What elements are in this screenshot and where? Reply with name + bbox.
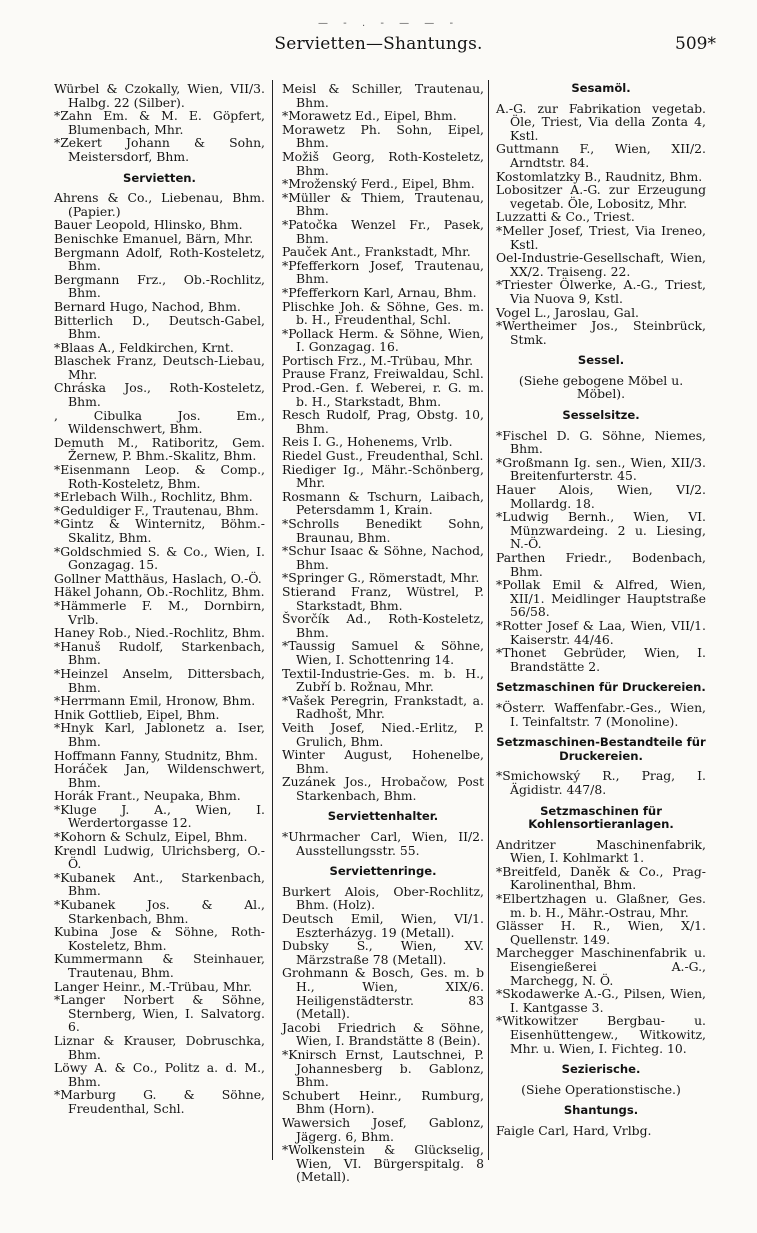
column-middle [282, 82, 484, 1184]
directory-entry: *Uhrmacher Carl, Wien, II/2. Ausstellungsstr. 55. [282, 829, 484, 858]
column-left [54, 82, 265, 1116]
directory-entry: *Kubanek Jos. & Al., Starkenbach, Bhm. [54, 897, 265, 926]
directory-entry: Riedel Gust., Freudenthal, Schl. [282, 448, 484, 464]
directory-entry: *Ludwig Bernh., Wien, VI. Münzwardeing. 2 u. Liesing, N.-Ö. [496, 509, 706, 552]
directory-entry: Kummermann & Steinhauer, Trautenau, Bhm. [54, 951, 265, 980]
directory-entry: Jacobi Friedrich & Söhne, Wien, I. Brandstätte 8 (Bein). [282, 1019, 484, 1049]
section-heading: Sesamöl. [571, 81, 631, 95]
directory-entry: Kubina Jose & Söhne, Roth-Kosteletz, Bhm. [54, 924, 265, 953]
directory-entry: *Schur Isaac & Söhne, Nachod, Bhm. [282, 543, 484, 572]
directory-entry: Krendl Ludwig, Ulrichsberg, O.-Ö. [54, 842, 265, 872]
directory-entry: Horáček Jan, Wildenschwert, Bhm. [54, 761, 265, 790]
section-heading: Sezierische. [561, 1062, 641, 1077]
cross-reference-note: (Siehe Operationstische.) [521, 1081, 681, 1097]
directory-entry: Portisch Frz., M.-Trübau, Mhr. [282, 352, 474, 368]
directory-entry: *Großmann Ig. sen., Wien, XII/3. Breitenfurterstr. 45. [496, 454, 706, 484]
directory-entry: Textil-Industrie-Ges. m. b. H., Zubří b. Rožnau, Mhr. [282, 665, 484, 695]
directory-entry: Prause Franz, Freiwaldau, Schl. [282, 366, 484, 382]
section-heading: Serviettenhalter. [327, 809, 439, 824]
directory-entry: *Zahn Em. & M. E. Göpfert, Blumenbach, Mhr. [54, 108, 265, 137]
section-heading: Sesselsitze. [562, 408, 640, 423]
directory-entry: *Hnyk Karl, Jablonetz a. Iser, Bhm. [54, 720, 265, 749]
directory-entry: Luzzatti & Co., Triest. [496, 209, 635, 225]
directory-entry: *Morawetz Ed., Eipel, Bhm. [282, 108, 457, 124]
directory-entry: Možiš Georg, Roth-Kosteletz, Bhm. [282, 148, 484, 178]
directory-entry: *Gintz & Winternitz, Böhm.-Skalitz, Bhm. [54, 516, 265, 545]
directory-entry: Andritzer Maschinenfabrik, Wien, I. Kohlmarkt 1. [496, 836, 706, 866]
directory-entry: *Breitfeld, Daněk & Co., Prag-Karolinenthal, Bhm. [496, 863, 706, 893]
directory-entry: *Fischel D. G. Söhne, Niemes, Bhm. [496, 427, 706, 457]
column-divider [488, 80, 489, 1160]
directory-entry: Benischke Emanuel, Bärn, Mhr. [54, 230, 254, 246]
directory-entry: Resch Rudolf, Prag, Obstg. 10, Bhm. [282, 407, 484, 436]
directory-entry: Kostomlatzky B., Raudnitz, Bhm. [496, 168, 703, 184]
directory-entry: *Erlebach Wilh., Rochlitz, Bhm. [54, 489, 253, 505]
section-heading: Setzmaschinen-Bestandteile für Druckereien. [496, 735, 706, 763]
directory-entry: Deutsch Emil, Wien, VI/1. Eszterházyg. 19 (Metall). [282, 911, 484, 940]
directory-entry: *Vašek Peregrin, Frankstadt, a. Radhošt, Mhr. [282, 692, 484, 722]
directory-entry: Bauer Leopold, Hlinsko, Bhm. [54, 217, 243, 233]
directory-entry: Morawetz Ph. Sohn, Eipel, Bhm. [282, 121, 484, 151]
directory-entry: Prod.-Gen. f. Weberei, r. G. m. b. H., Starkstadt, Bhm. [282, 380, 484, 409]
directory-entry: Faigle Carl, Hard, Vrlbg. [496, 1122, 652, 1138]
directory-entry: Liznar & Krauser, Dobruschka, Bhm. [54, 1032, 265, 1062]
directory-entry: *Wolkenstein & Glückselig, Wien, VI. Bürgerspitalg. 8 (Metall). [282, 1142, 484, 1185]
directory-entry: Guttmann F., Wien, XII/2. Arndtstr. 84. [496, 141, 706, 170]
directory-entry: *Skodawerke A.-G., Pilsen, Wien, I. Kantgasse 3. [496, 986, 706, 1015]
directory-entry: Lobositzer A.-G. zur Erzeugung vegetab. Öle, Lobositz, Mhr. [496, 182, 706, 211]
directory-entry: *Wertheimer Jos., Steinbrück, Stmk. [496, 318, 706, 347]
directory-entry: *Triester Ölwerke, A.-G., Triest, Via Nuova 9, Kstl. [496, 277, 706, 306]
directory-entry: *Hanuš Rudolf, Starkenbach, Bhm. [54, 638, 265, 668]
directory-entry: Glässer H. R., Wien, X/1. Quellenstr. 149. [496, 918, 706, 947]
column-divider [272, 80, 273, 1160]
directory-entry: *Taussig Samuel & Söhne, Wien, I. Schottenring 14. [282, 638, 484, 667]
directory-entry: Winter August, Hohenelbe, Bhm. [282, 747, 484, 776]
page-number: 509* [675, 34, 716, 54]
directory-entry: Veith Josef, Nied.-Erlitz, P. Grulich, Bhm. [282, 719, 484, 749]
directory-entry: *Österr. Waffenfabr.-Ges., Wien, I. Teinfaltstr. 7 (Monoline). [496, 699, 706, 729]
directory-entry: Vogel L., Jaroslau, Gal. [496, 304, 639, 320]
directory-entry: Hoffmann Fanny, Studnitz, Bhm. [54, 747, 258, 763]
directory-entry: Löwy A. & Co., Politz a. d. M., Bhm. [54, 1060, 265, 1089]
directory-entry: *Knirsch Ernst, Lautschnei, P. Johannesberg b. Gablonz, Bhm. [282, 1046, 484, 1090]
column-right [496, 82, 706, 1138]
directory-entry: Gollner Matthäus, Haslach, O.-Ö. [54, 570, 262, 586]
section-heading: Sessel. [577, 353, 625, 368]
directory-entry: *Springer G., Römerstadt, Mhr. [282, 570, 480, 586]
directory-entry: *Kohorn & Schulz, Eipel, Bhm. [54, 829, 248, 845]
directory-entry: *Pfefferkorn Karl, Arnau, Bhm. [282, 284, 477, 300]
directory-entry: *Meller Josef, Triest, Via Ireneo, Kstl. [496, 222, 706, 252]
directory-entry: Oel-Industrie-Gesellschaft, Wien, XX/2. Traiseng. 22. [496, 250, 706, 279]
directory-entry: Stierand Franz, Wüstrel, P. Starkstadt, Bhm. [282, 583, 484, 613]
directory-entry: Wawersich Josef, Gablonz, Jägerg. 6, Bhm. [282, 1114, 484, 1144]
directory-entry: *Müller & Thiem, Trautenau, Bhm. [282, 189, 484, 219]
directory-entry: *Rotter Josef & Laa, Wien, VII/1. Kaiserstr. 44/46. [496, 617, 706, 647]
directory-entry: Würbel & Czokally, Wien, VII/3. Halbg. 22 (Silber). [54, 81, 265, 110]
page-header [0, 34, 757, 58]
directory-entry: *Eisenmann Leop. & Comp., Roth-Kosteletz, Bhm. [54, 462, 265, 491]
directory-entry: *Herrmann Emil, Hronow, Bhm. [54, 693, 256, 709]
directory-entry: *Pollak Emil & Alfred, Wien, XII/1. Meidlinger Hauptstraße 56/58. [496, 577, 706, 620]
directory-entry: Langer Heinr., M.-Trübau, Mhr. [54, 978, 253, 994]
directory-entry: Grohmann & Bosch, Ges. m. b H., Wien, XIX/6. Heiligenstädterstr. 83 (Metall). [282, 965, 484, 1022]
section-heading: Shantungs. [563, 1103, 639, 1118]
directory-entry: *Patočka Wenzel Fr., Pasek, Bhm. [282, 216, 484, 246]
directory-entry: Parthen Friedr., Bodenbach, Bhm. [496, 550, 706, 579]
directory-entry: Zuzánek Jos., Hrobačow, Post Starkenbach, Bhm. [282, 774, 484, 803]
directory-entry: Švorčík Ad., Roth-Kosteletz, Bhm. [282, 611, 484, 640]
directory-entry: Burkert Alois, Ober-Rochlitz, Bhm. (Holz). [282, 883, 484, 913]
directory-entry: Hnik Gottlieb, Eipel, Bhm. [54, 706, 220, 722]
top-marks: — - . - — — - [318, 18, 460, 29]
directory-entry: Blaschek Franz, Deutsch-Liebau, Mhr. [54, 353, 265, 382]
directory-entry: Bergmann Frz., Ob.-Rochlitz, Bhm. [54, 271, 265, 301]
page-title: Servietten—Shantungs. [274, 34, 483, 54]
directory-entry: Marchegger Maschinenfabrik u. Eisengießerei A.-G., Marchegg, N. Ö. [496, 945, 706, 988]
directory-entry: *Langer Norbert & Söhne, Sternberg, Wien, I. Salvatorg. 6. [54, 992, 265, 1035]
directory-entry: *Mroženský Ferd., Eipel, Bhm. [282, 176, 475, 192]
directory-entry: Demuth M., Ratiboritz, Gem. Žernew, P. Bhm.-Skalitz, Bhm. [54, 434, 265, 464]
section-heading: Serviettenringe. [329, 864, 437, 879]
directory-entry: *Pfefferkorn Josef, Trautenau, Bhm. [282, 257, 484, 287]
section-heading: Setzmaschinen für Kohlensortieranlagen. [528, 803, 674, 832]
directory-entry: *Thonet Gebrüder, Wien, I. Brandstätte 2. [496, 645, 706, 674]
directory-entry: Horák Frant., Neupaka, Bhm. [54, 788, 241, 804]
directory-entry: A.-G. zur Fabrikation vegetab. Öle, Triest, Via della Zonta 4, Kstl. [496, 100, 706, 143]
directory-entry: *Hämmerle F. M., Dornbirn, Vrlb. [54, 597, 265, 627]
directory-entry: Chráska Jos., Roth-Kosteletz, Bhm. [54, 380, 265, 410]
directory-entry: Plischke Joh. & Söhne, Ges. m. b. H., Freudenthal, Schl. [282, 298, 484, 328]
directory-entry: *Smichowský R., Prag, I. Ägidistr. 447/8. [496, 768, 706, 797]
directory-entry: *Pollack Herm. & Söhne, Wien, I. Gonzagag. 16. [282, 325, 484, 355]
directory-entry: *Witkowitzer Bergbau- u. Eisenhüttengew., Witkowitz, Mhr. u. Wien, I. Fichteg. 10. [496, 1013, 706, 1056]
section-heading: Servietten. [123, 170, 196, 185]
directory-entry: Schubert Heinr., Rumburg, Bhm (Horn). [282, 1087, 484, 1117]
directory-entry: Meisl & Schiller, Trautenau, Bhm. [282, 81, 484, 110]
directory-entry: Bergmann Adolf, Roth-Kosteletz, Bhm. [54, 244, 265, 274]
directory-entry: *Kluge J. A., Wien, I. Werdertorgasse 12. [54, 801, 265, 831]
directory-entry: Dubsky S., Wien, XV. Märzstraße 78 (Metall). [282, 938, 484, 967]
directory-entry: *Zekert Johann & Sohn, Meistersdorf, Bhm. [54, 135, 265, 164]
directory-entry: Rosmann & Tschurn, Laibach, Petersdamm 1, Krain. [282, 488, 484, 518]
directory-entry: *Blaas A., Feldkirchen, Krnt. [54, 339, 234, 355]
section-heading: Setzmaschinen für Druckereien. [496, 680, 706, 695]
directory-entry: *Kubanek Ant., Starkenbach, Bhm. [54, 869, 265, 899]
directory-entry: *Geduldiger F., Trautenau, Bhm. [54, 502, 259, 518]
directory-entry: Ahrens & Co., Liebenau, Bhm. (Papier.) [54, 190, 265, 219]
directory-entry: Hauer Alois, Wien, VI/2. Mollardg. 18. [496, 482, 706, 511]
directory-entry: Bernard Hugo, Nachod, Bhm. [54, 298, 241, 314]
directory-entry: *Heinzel Anselm, Dittersbach, Bhm. [54, 665, 265, 695]
directory-entry: *Marburg G. & Söhne, Freudenthal, Schl. [54, 1087, 265, 1116]
directory-entry: Pauček Ant., Frankstadt, Mhr. [282, 244, 471, 260]
directory-entry: *Schrolls Benedikt Sohn, Braunau, Bhm. [282, 516, 484, 545]
directory-entry: Bitterlich D., Deutsch-Gabel, Bhm. [54, 312, 265, 342]
directory-entry: Riediger Ig., Mähr.-Schönberg, Mhr. [282, 461, 484, 491]
directory-entry: *Elbertzhagen u. Glaßner, Ges. m. b. H., Mähr.-Ostrau, Mhr. [496, 891, 706, 920]
directory-entry: , Cibulka Jos. Em., Wildenschwert, Bhm. [54, 407, 265, 437]
directory-entry: Häkel Johann, Ob.-Rochlitz, Bhm. [54, 584, 265, 600]
directory-entry: Haney Rob., Nied.-Rochlitz, Bhm. [54, 625, 265, 641]
cross-reference-note: (Siehe gebogene Möbel u. Möbel). [518, 372, 684, 402]
directory-entry: *Goldschmied S. & Co., Wien, I. Gonzagag. 15. [54, 543, 265, 573]
directory-entry: Reis I. G., Hohenems, Vrlb. [282, 434, 453, 450]
